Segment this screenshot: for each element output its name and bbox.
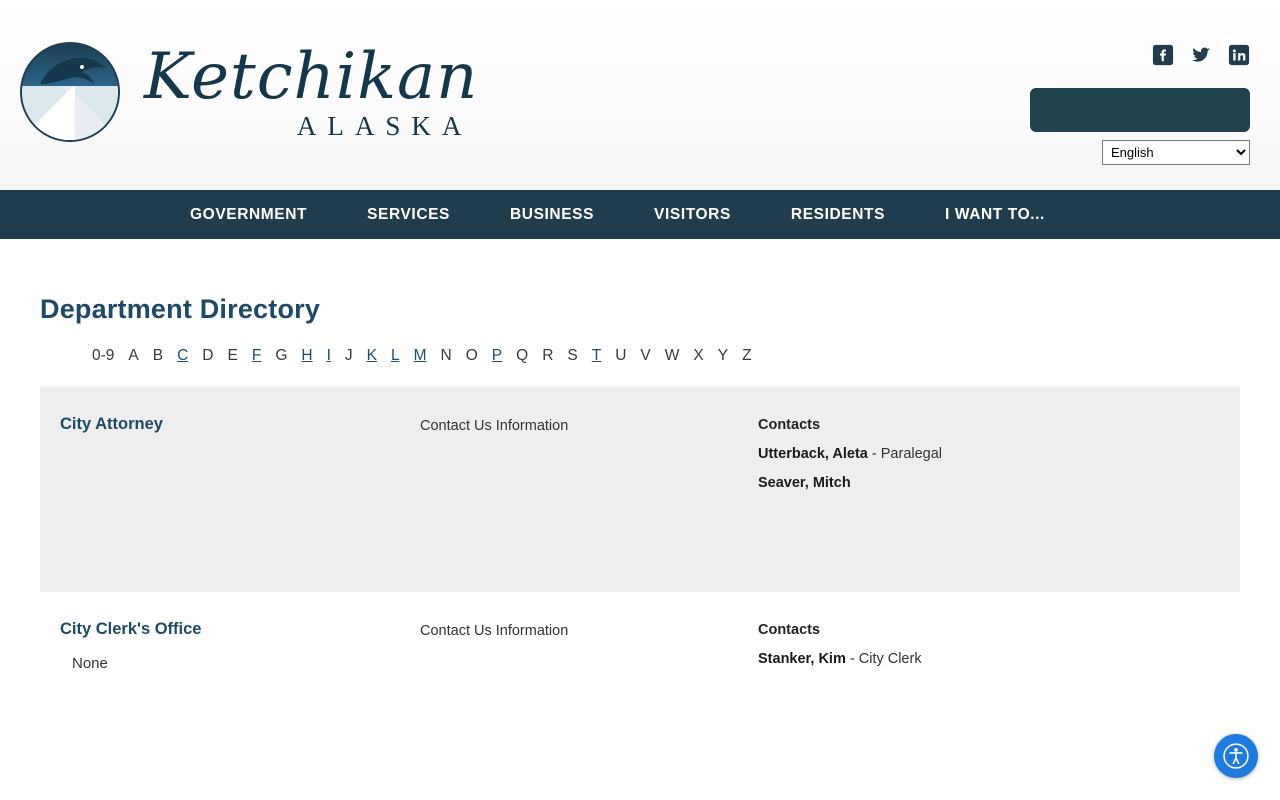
contact-entry: [758, 475, 1220, 491]
department-link-city-attorney[interactable]: City Attorney: [60, 415, 163, 433]
alpha-filter-r: R: [542, 347, 554, 364]
alpha-filter-g: G: [275, 347, 288, 364]
language-select[interactable]: [1102, 140, 1250, 165]
alpha-filter-d: D: [202, 347, 214, 364]
department-name-cell: [60, 620, 420, 672]
alpha-filter-p[interactable]: P: [491, 347, 503, 364]
twitter-icon[interactable]: [1190, 44, 1212, 66]
site-header: [0, 0, 1280, 190]
department-contact-us-cell: [420, 620, 758, 672]
alpha-filter-l[interactable]: L: [390, 347, 400, 364]
logo-wordmark: [144, 39, 479, 141]
site-logo[interactable]: [20, 39, 479, 142]
contacts-heading: Contacts: [758, 622, 821, 638]
logo-script-text: Ketchikan: [144, 39, 479, 114]
department-sub-label: None: [72, 655, 108, 672]
facebook-icon[interactable]: [1152, 44, 1174, 66]
alpha-filter: [40, 347, 1240, 365]
department-list: [40, 387, 1240, 692]
contact-person-link[interactable]: Seaver, Mitch: [758, 475, 851, 491]
alpha-filter-q: Q: [516, 347, 529, 364]
social-links: [1152, 44, 1250, 66]
nav-item-services[interactable]: SERVICES: [367, 205, 450, 223]
contact-person-title: - Paralegal: [867, 446, 943, 462]
alpha-filter-0-9: 0-9: [92, 347, 115, 364]
table-row: [40, 592, 1240, 692]
alpha-filter-s: S: [567, 347, 578, 364]
logo-eagle-badge: [20, 42, 120, 142]
alpha-filter-t[interactable]: T: [591, 347, 602, 364]
table-row: [40, 387, 1240, 592]
alpha-filter-c[interactable]: C: [177, 347, 189, 364]
alpha-filter-j: J: [344, 347, 353, 364]
alpha-filter-w: W: [664, 347, 680, 364]
department-contacts-cell: [758, 415, 1220, 572]
accessibility-icon[interactable]: [1214, 734, 1258, 778]
contact-us-information-link[interactable]: Contact Us Information: [420, 418, 569, 434]
contact-entry: [758, 446, 1220, 462]
logo-sub-text: ALASKA: [296, 110, 473, 141]
alpha-filter-e: E: [227, 347, 238, 364]
linkedin-icon[interactable]: [1228, 44, 1250, 66]
nav-item-i-want-to[interactable]: I WANT TO...: [945, 205, 1045, 223]
department-name-cell: [60, 415, 420, 572]
main-navigation: [0, 190, 1280, 239]
alpha-filter-v: V: [640, 347, 651, 364]
department-contacts-cell: [758, 620, 1220, 672]
nav-item-visitors[interactable]: VISITORS: [654, 205, 731, 223]
page-title: Department Directory: [40, 294, 321, 324]
alpha-filter-i[interactable]: I: [326, 347, 331, 364]
contact-us-information-link[interactable]: Contact Us Information: [420, 623, 569, 639]
contacts-heading: Contacts: [758, 417, 821, 433]
nav-item-residents[interactable]: RESIDENTS: [790, 205, 886, 223]
contact-person-link[interactable]: Stanker, Kim: [758, 651, 846, 667]
alpha-filter-m[interactable]: M: [413, 347, 427, 364]
search-input[interactable]: [1030, 88, 1250, 132]
department-contact-us-cell: [420, 415, 758, 572]
accessibility-person-icon: [1223, 743, 1249, 769]
alpha-filter-o: O: [465, 347, 478, 364]
alpha-filter-b: B: [152, 347, 164, 364]
alpha-filter-y: Y: [717, 347, 729, 364]
alpha-filter-k[interactable]: K: [366, 347, 377, 364]
nav-item-government[interactable]: GOVERNMENT: [190, 205, 308, 223]
alpha-filter-f[interactable]: F: [251, 347, 262, 364]
alpha-filter-n: N: [440, 347, 452, 364]
contact-person-link[interactable]: Utterback, Aleta: [758, 446, 868, 462]
nav-item-business[interactable]: BUSINESS: [510, 205, 595, 223]
eagle-icon: [36, 54, 110, 100]
department-link-city-clerks-office[interactable]: City Clerk's Office: [60, 620, 202, 638]
alpha-filter-h[interactable]: H: [301, 347, 313, 364]
alpha-filter-u: U: [615, 347, 627, 364]
alpha-filter-a: A: [128, 347, 139, 364]
alpha-filter-z: Z: [742, 347, 752, 364]
contact-entry: [758, 651, 1220, 667]
alpha-filter-x: X: [693, 347, 704, 364]
main-content: [0, 294, 1280, 692]
contact-person-title: - City Clerk: [845, 651, 922, 667]
